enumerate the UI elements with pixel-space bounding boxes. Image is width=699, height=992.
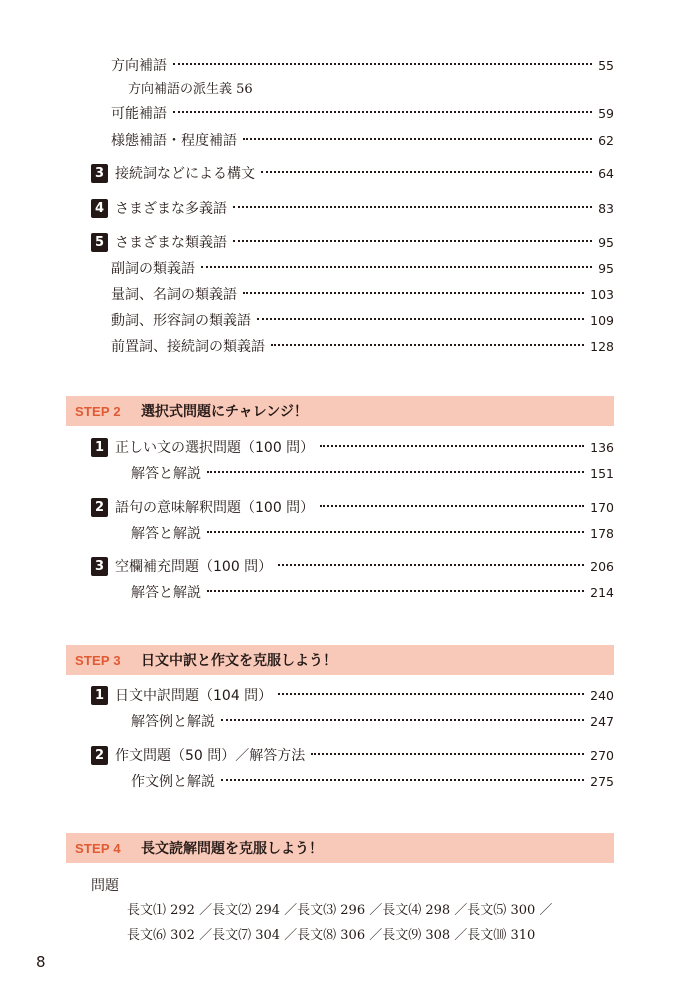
toc-entry-page: 95 xyxy=(598,261,614,276)
leader-dots xyxy=(207,590,584,592)
toc-entry[interactable] xyxy=(131,772,614,792)
step-title: 選択式問題にチャレンジ！ xyxy=(141,404,308,420)
step-title: 日文中訳と作文を克服しよう！ xyxy=(141,653,337,669)
leader-dots xyxy=(320,445,584,447)
toc-section-page: 95 xyxy=(598,235,614,250)
step-tag: STEP 3 xyxy=(75,652,121,668)
leader-dots xyxy=(233,206,592,208)
toc-entry-label: 解答例と解説 xyxy=(131,714,215,730)
toc-section-page: 136 xyxy=(590,440,614,455)
section-number-badge: 2 xyxy=(91,498,108,517)
leader-dots xyxy=(173,63,592,65)
toc-entry-page: 103 xyxy=(590,287,614,302)
leader-dots xyxy=(320,505,584,507)
step4-header xyxy=(66,833,614,863)
toc-entry-page: 62 xyxy=(598,133,614,148)
leader-dots xyxy=(207,531,584,533)
step-tag: STEP 2 xyxy=(75,403,121,419)
toc-section[interactable] xyxy=(115,557,614,577)
toc-entry[interactable] xyxy=(111,311,614,331)
toc-section-label: 作文問題（50 問）／解答方法 xyxy=(115,748,306,764)
toc-entry-label: 前置詞、接続詞の類義語 xyxy=(111,339,265,355)
leader-dots xyxy=(271,344,584,346)
toc-section[interactable] xyxy=(115,686,614,706)
toc-entry-label: 解答と解説 xyxy=(131,466,201,482)
section-number-badge: 1 xyxy=(91,438,108,457)
toc-section-page: 240 xyxy=(590,688,614,703)
leader-dots xyxy=(233,240,592,242)
toc-entry-page: 247 xyxy=(590,714,614,729)
leader-dots xyxy=(243,292,584,294)
leader-dots xyxy=(221,779,584,781)
leader-dots xyxy=(261,171,592,173)
leader-dots xyxy=(278,693,584,695)
toc-entry[interactable] xyxy=(131,464,614,484)
toc-section[interactable] xyxy=(115,164,614,184)
section-number-badge: 5 xyxy=(91,233,108,252)
toc-entry-label: 作文例と解説 xyxy=(131,774,215,790)
toc-entry-page: 128 xyxy=(590,339,614,354)
page-number: 8 xyxy=(36,953,46,971)
long-text-links-line2[interactable]: 長文⑹ 302 ／長文⑺ 304 ／長文⑻ 306 ／長文⑼ 308 ／長文⑽ 310 xyxy=(127,928,536,943)
toc-entry-page: 178 xyxy=(590,526,614,541)
section-number-badge: 4 xyxy=(91,199,108,218)
toc-entry-page: 55 xyxy=(598,58,614,73)
toc-section-page: 270 xyxy=(590,748,614,763)
toc-section[interactable] xyxy=(115,438,614,458)
toc-entry[interactable] xyxy=(111,104,614,124)
toc-entry[interactable] xyxy=(111,337,614,357)
toc-entry[interactable] xyxy=(131,583,614,603)
leader-dots xyxy=(201,266,592,268)
toc-entry[interactable] xyxy=(131,712,614,732)
toc-entry-label: 様態補語・程度補語 xyxy=(111,133,237,149)
section-number-badge: 1 xyxy=(91,686,108,705)
toc-entry-page: 59 xyxy=(598,106,614,121)
toc-section-label: 語句の意味解釈問題（100 問） xyxy=(115,500,315,516)
leader-dots xyxy=(207,471,584,473)
toc-entry-page: 275 xyxy=(590,774,614,789)
toc-section-page: 83 xyxy=(598,201,614,216)
step2-header xyxy=(66,396,614,426)
leader-dots xyxy=(243,138,592,140)
leader-dots xyxy=(221,719,584,721)
toc-sub-note: 方向補語の派生義 56 xyxy=(128,82,253,97)
toc-section-label: さまざまな類義語 xyxy=(115,235,227,251)
mondai-heading: 問題 xyxy=(91,878,119,894)
section-number-badge: 3 xyxy=(91,164,108,183)
toc-section[interactable] xyxy=(115,498,614,518)
toc-entry-label: 方向補語 xyxy=(111,58,167,74)
toc-section-label: 空欄補充問題（100 問） xyxy=(115,559,273,575)
toc-section-label: 正しい文の選択問題（100 問） xyxy=(115,440,315,456)
toc-entry-page: 214 xyxy=(590,585,614,600)
section-number-badge: 3 xyxy=(91,557,108,576)
toc-entry-label: 動詞、形容詞の類義語 xyxy=(111,313,251,329)
toc-section-label: 日文中訳問題（104 問） xyxy=(115,688,273,704)
toc-entry-page: 151 xyxy=(590,466,614,481)
toc-entry[interactable] xyxy=(111,56,614,76)
toc-section-page: 64 xyxy=(598,166,614,181)
toc-entry-label: 量詞、名詞の類義語 xyxy=(111,287,237,303)
toc-entry[interactable] xyxy=(111,131,614,151)
toc-section[interactable] xyxy=(115,233,614,253)
long-text-links-line1[interactable]: 長文⑴ 292 ／長文⑵ 294 ／長文⑶ 296 ／長文⑷ 298 ／長文⑸ 300 ／ xyxy=(127,903,553,918)
toc-entry-label: 可能補語 xyxy=(111,106,167,122)
section-number-badge: 2 xyxy=(91,746,108,765)
toc-entry[interactable] xyxy=(111,285,614,305)
toc-entry[interactable] xyxy=(111,259,614,279)
toc-entry-page: 109 xyxy=(590,313,614,328)
leader-dots xyxy=(311,753,584,755)
toc-entry-label: 副詞の類義語 xyxy=(111,261,195,277)
toc-entry-label: 解答と解説 xyxy=(131,526,201,542)
toc-section[interactable] xyxy=(115,199,614,219)
step3-header xyxy=(66,645,614,675)
leader-dots xyxy=(278,564,584,566)
step-title: 長文読解問題を克服しよう！ xyxy=(141,841,323,857)
toc-section[interactable] xyxy=(115,746,614,766)
leader-dots xyxy=(173,111,592,113)
step-tag: STEP 4 xyxy=(75,840,121,856)
toc-section-page: 170 xyxy=(590,500,614,515)
toc-section-page: 206 xyxy=(590,559,614,574)
toc-section-label: 接続詞などによる構文 xyxy=(115,166,255,182)
toc-entry[interactable] xyxy=(131,524,614,544)
leader-dots xyxy=(257,318,584,320)
toc-entry-label: 解答と解説 xyxy=(131,585,201,601)
toc-section-label: さまざまな多義語 xyxy=(115,201,227,217)
